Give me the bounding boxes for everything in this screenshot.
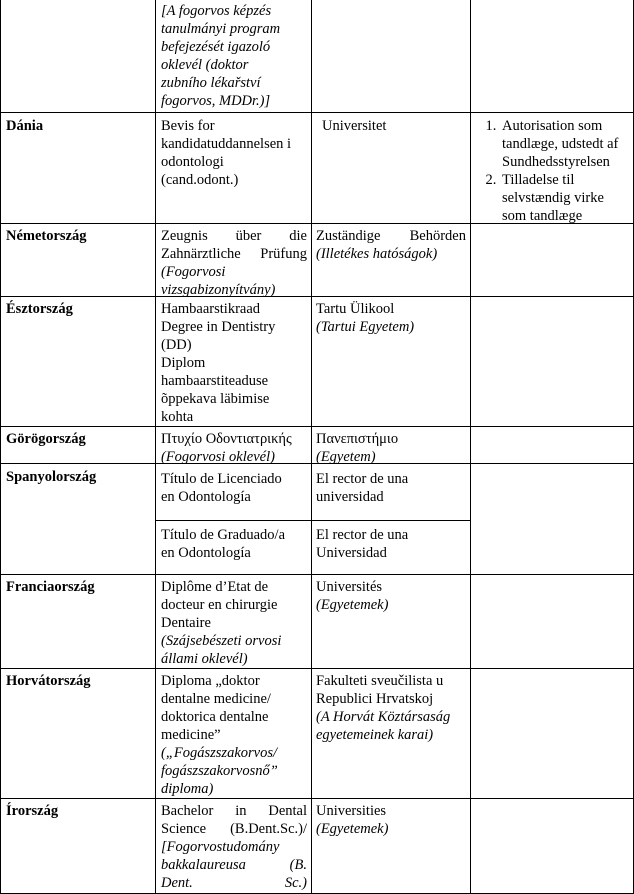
country-name: Horvátország (6, 673, 91, 689)
diploma-cell (161, 578, 307, 668)
awarding-body-cell (316, 300, 466, 336)
diploma-text-italic: [A fogorvos képzés tanulmányi program befejezését igazoló oklevél (doktor zubního lékařství fogorvos, MDDr.)] (161, 3, 281, 109)
awarding-body-text: Universitet (322, 118, 387, 134)
awarding-body-text-italic: (Egyetem) (316, 449, 376, 465)
additional-cert-cell (478, 117, 630, 225)
diploma-cell (161, 802, 307, 892)
border-left (0, 0, 1, 894)
diploma-text: Bevis for kandidatuddannelsen i odontologi (cand.odont.) (161, 118, 292, 188)
row-divider (0, 574, 634, 575)
diploma-text-italic: (Fogorvosi oklevél) (161, 449, 275, 465)
awarding-body-text: Universités (316, 579, 383, 595)
text-line: Zuständige Behörden (316, 228, 466, 244)
row-divider (0, 668, 634, 669)
border-col3 (470, 0, 471, 894)
diploma-cell (161, 672, 307, 798)
country-name: Franciaország (6, 579, 95, 595)
awarding-body-cell (322, 117, 466, 135)
country-name: Görögország (6, 431, 86, 447)
awarding-body-text: Fakulteti sveučilista u Republici Hrvatskoj (316, 673, 444, 707)
country-cell (6, 802, 58, 820)
text-line: [Fogorvostudomány (161, 839, 280, 855)
country-cell (6, 672, 91, 690)
country-name: Németország (6, 228, 87, 244)
country-cell (6, 300, 73, 318)
awarding-body-cell (316, 227, 466, 263)
awarding-body-text-italic: (Egyetemek) (316, 821, 389, 837)
additional-cert-list (478, 117, 630, 225)
country-cell (6, 117, 43, 135)
awarding-body-text: El rector de una universidad (316, 471, 409, 505)
diploma-text: Hambaarstikraad Degree in Dentistry (DD) Diplom hambaarstiteaduse õppekava läbimise kohta (161, 301, 276, 425)
text-line: Bachelor in Dental (161, 803, 307, 819)
diploma-text: Diploma „doktor dentalne medicine/ doktorica dentalne medicine” (161, 673, 271, 743)
country-name: Spanyolország (6, 469, 97, 485)
diploma-text: Diplôme d’Etat de docteur en chirurgie Dentaire (161, 579, 278, 631)
country-cell (6, 578, 95, 596)
diploma-text-italic: (Szájsebészeti orvosi állami oklevél) (161, 633, 282, 667)
row-divider (0, 798, 634, 799)
country-name: Írország (6, 803, 59, 819)
awarding-body-cell (316, 672, 468, 744)
row-subdivider (155, 520, 471, 521)
country-cell (6, 430, 86, 448)
diploma-text-italic: (Fogorvosi vizsgabizonyítvány) (161, 264, 276, 298)
diploma-cell (161, 2, 307, 110)
awarding-body-cell (316, 802, 466, 838)
awarding-body-text: El rector de una Universidad (316, 527, 409, 561)
diploma-text (161, 227, 307, 263)
awarding-body-text: Universities (316, 803, 387, 819)
diploma-text (161, 802, 307, 838)
additional-cert-item: 2. Tilladelse til selvstændig virke som tandlæge (500, 171, 630, 225)
diploma-cell (161, 117, 307, 189)
country-cell (6, 227, 87, 245)
row-divider (0, 112, 634, 113)
diploma-text-italic: („Fogászszakorvos/ fogászszakorvosnő” diploma) (161, 745, 278, 797)
text-line: bakkalaureusa (B. (161, 857, 307, 873)
diploma-text: Título de Graduado/a en Odontología (161, 527, 286, 561)
awarding-body-text: Tartu Ülikool (316, 301, 395, 317)
text-line: Dent. Sc.) (161, 875, 307, 891)
row-divider (0, 296, 634, 297)
awarding-body-cell (316, 430, 466, 466)
border-col1 (155, 0, 156, 894)
row-divider (0, 426, 634, 427)
border-col2 (311, 0, 312, 894)
awarding-body-cell (316, 578, 466, 614)
awarding-body-cell (316, 470, 466, 506)
country-name: Dánia (6, 118, 44, 134)
diploma-text: Título de Licenciado en Odontología (161, 471, 282, 505)
diploma-text: Πτυχίο Οδοντιατρικής (161, 431, 292, 447)
awarding-body-text-italic: (A Horvát Köztársaság egyetemeinek karai) (316, 709, 451, 743)
awarding-body-text: Πανεπιστήμιο (316, 431, 399, 447)
additional-cert-item: 1. Autorisation som tandlæge, udstedt af Sundhedsstyrelsen (500, 117, 630, 171)
awarding-body-text-italic: (Tartui Egyetem) (316, 319, 415, 335)
awarding-body-text-italic: (Illetékes hatóságok) (316, 246, 438, 262)
text-line: Zahnärztliche Prüfung (161, 246, 307, 262)
diploma-cell (161, 227, 307, 299)
text-line: Zeugnis über die (161, 228, 307, 244)
diploma-cell (161, 470, 307, 506)
diploma-cell (161, 300, 307, 426)
diploma-cell (161, 526, 307, 562)
awarding-body-cell (316, 526, 466, 562)
country-cell (6, 468, 96, 486)
awarding-body-text (316, 227, 466, 245)
awarding-body-text-italic: (Egyetemek) (316, 597, 389, 613)
diploma-cell (161, 430, 307, 466)
country-name: Észtország (6, 301, 73, 317)
text-line: Science (B.Dent.Sc.)/ (161, 821, 307, 837)
diploma-text-italic (161, 838, 307, 892)
